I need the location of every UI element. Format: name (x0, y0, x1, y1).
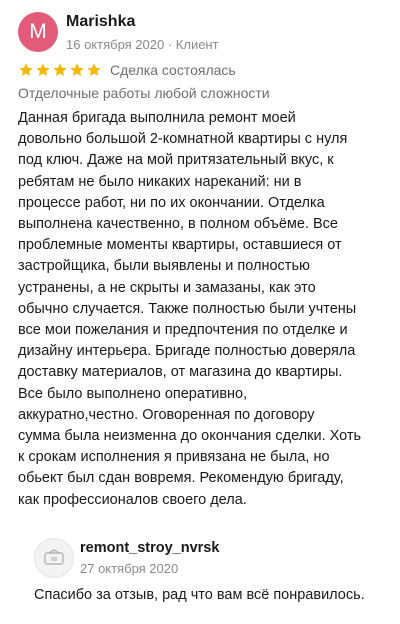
review-text-line: Все было выполнено оперативно, (18, 385, 248, 402)
review-text-line: устранены, а не скрыты и замазаны, как это (18, 279, 316, 296)
star-icon (52, 62, 68, 78)
company-logo-icon (43, 549, 65, 567)
review-text-line: под ключ. Даже на мой притязательный вкус, к (18, 152, 334, 169)
review-text-line: к срокам исполнения я привязана не была, но (18, 449, 330, 466)
rating-row (18, 62, 236, 78)
review-text-line: выполнена качественно, в полном объёме. Все (18, 216, 338, 233)
star-icon (18, 62, 34, 78)
reply-author[interactable]: remont_stroy_nvrsk (80, 540, 220, 556)
reply-text: Спасибо за отзыв, рад что вам всё понравилось. (34, 587, 365, 603)
reviewer-name[interactable]: Marishka (66, 13, 136, 30)
reply-date: 27 октября 2020 (80, 561, 179, 576)
deal-status: Сделка состоялась (110, 62, 236, 78)
review-text-line: доставку материалов, от магазина до квартиры. (18, 364, 343, 381)
reply-avatar[interactable] (34, 538, 74, 578)
review-date: 16 октября 2020 · Клиент (66, 37, 219, 52)
review-text-line: ребятам не было никаких нареканий: ни в (18, 173, 302, 190)
star-icon (69, 62, 85, 78)
review-text-line: застройщика, были выявлены и полностью (18, 258, 310, 275)
star-rating (18, 62, 102, 78)
star-icon (86, 62, 102, 78)
review-text-line: обьект был сдан вовремя. Рекомендую бригаду, (18, 470, 344, 487)
review-text-line: обычно случается. Также полностью были учтены (18, 300, 357, 317)
review-text-line: все мои пожелания и предпочтения по отделке и (18, 322, 348, 339)
avatar[interactable] (18, 12, 58, 52)
review-text-line: как профессионалов своего дела. (18, 491, 247, 508)
star-icon (35, 62, 51, 78)
seller-reply (34, 534, 400, 624)
avatar-letter: M (29, 20, 47, 43)
review-text-line: дизайну интерьера. Бригаде полностью доверяла (18, 343, 356, 360)
review-text-line: проблемные моменты квартиры, оставшиеся от (18, 237, 342, 254)
review-text-line: сумма была неизменна до окончания сделки. Хоть (18, 428, 362, 445)
review-text-line: аккуратно,честно. Оговоренная по договору (18, 406, 315, 423)
review-text-line: довольно большой 2-комнатной квартиры с нуля (18, 131, 348, 148)
review-text (18, 108, 390, 511)
review-text-line: Данная бригада выполнила ремонт моей (18, 110, 296, 126)
review-text-line: процессе работ, ни по их окончании. Отделка (18, 194, 325, 211)
service-category: Отделочные работы любой сложности (18, 85, 270, 101)
